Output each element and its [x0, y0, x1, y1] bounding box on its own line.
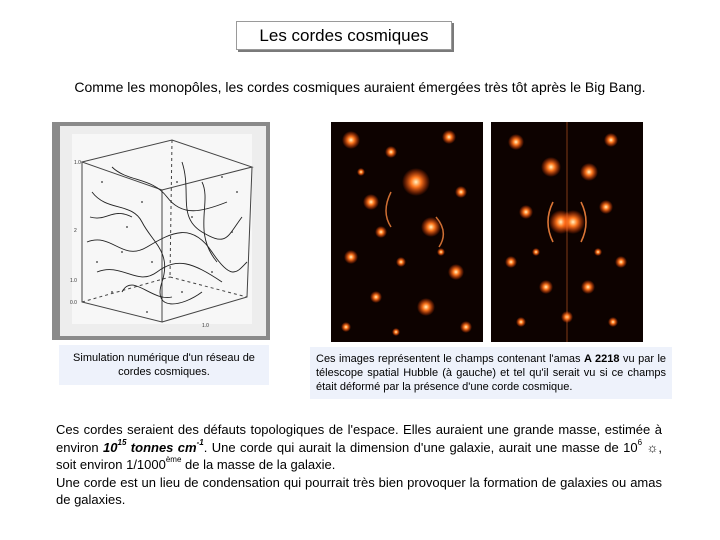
simulation-image	[52, 122, 270, 340]
hubble-deformed-image	[491, 122, 643, 342]
axis-label: 1.0	[74, 160, 81, 166]
simulation-caption: Simulation numérique d'un réseau de cordes cosmiques.	[59, 345, 269, 385]
intro-text: Comme les monopôles, les cordes cosmiques auraient émergées très tôt après le Big Bang.	[74, 79, 646, 95]
axis-label: 0.0	[70, 300, 77, 306]
hubble-image	[331, 122, 483, 342]
cluster-name: A 2218	[584, 353, 620, 365]
mass-value: 10	[103, 439, 118, 455]
axis-label: 2	[74, 228, 77, 234]
paragraph-2: Une corde est un lieu de condensation qui pourrait très bien provoquer la formation de galaxies ou amas de galaxies.	[56, 474, 662, 507]
axis-label: 1.0	[70, 278, 77, 284]
sun-icon: ☼	[646, 439, 659, 455]
page-title: Les cordes cosmiques	[236, 21, 452, 50]
paragraph-1: Ces cordes seraient des défauts topologiques de l'espace. Elles auraient une grande masse, estimée à environ $10^{15}$ tonnes $cm^{-1}$. Une corde qui aurait la dimension d'une galaxie, aurait une masse de $10^6$ ☼, soit environ 1/1000ème de la masse de la galaxie.	[56, 422, 662, 472]
body-text	[56, 421, 662, 509]
axis-label: 1.0	[202, 323, 209, 329]
hubble-caption: Ces images représentent le champs contenant l'amas A 2218 vu par le télescope spatial Hubble (à gauche) et tel qu'il serait vu si ce champs était déformé par la présence d'une corde cosmique.	[310, 347, 672, 399]
